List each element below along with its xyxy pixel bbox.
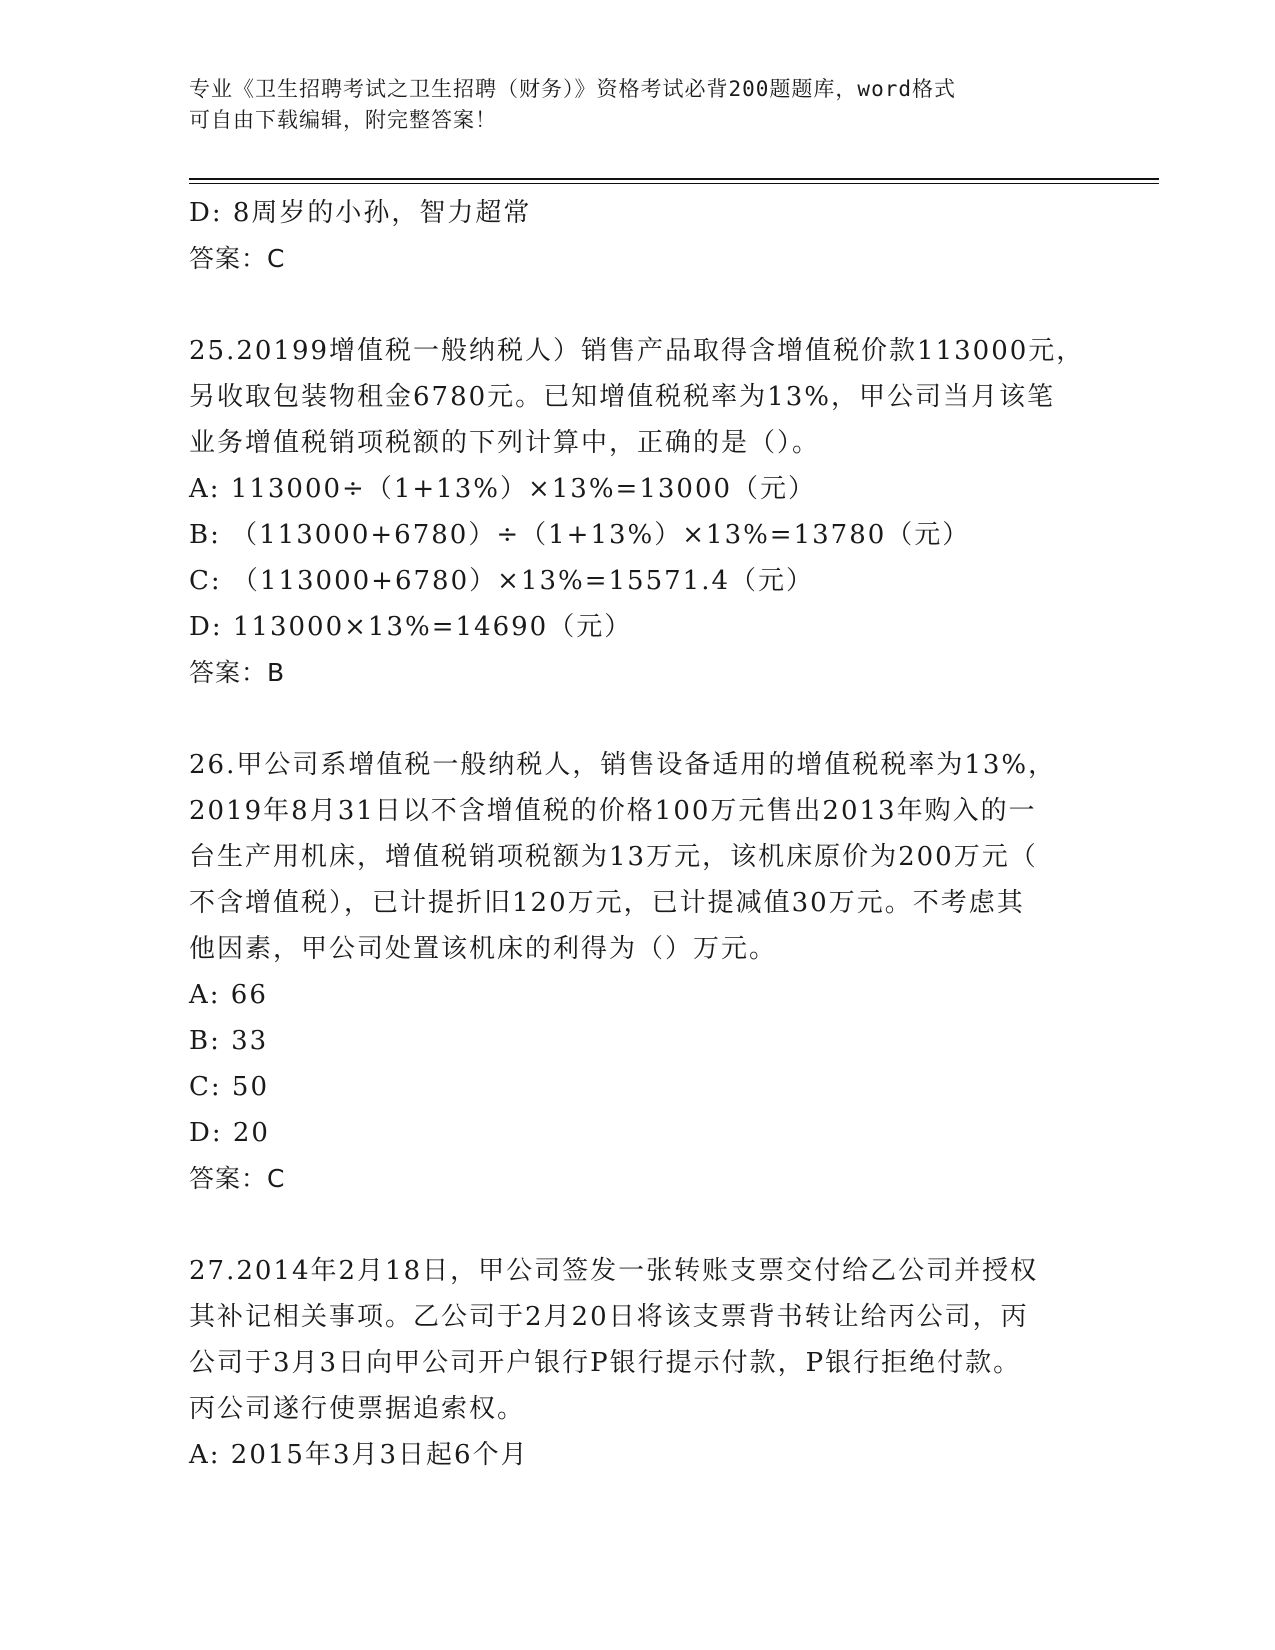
question-stem-line: 他因素，甲公司处置该机床的利得为（）万元。 [189, 934, 778, 964]
question-25 [189, 328, 1089, 696]
question-26 [189, 742, 1089, 1202]
header-title-line-2: 可自由下载编辑，附完整答案！ [189, 108, 497, 132]
header-divider-thin [189, 183, 1159, 184]
option-d: D: 8周岁的小孙，智力超常 [189, 198, 532, 228]
option-a: A: 113000÷（1+13%）×13%=13000（元） [189, 474, 817, 504]
option-c: C: 50 [189, 1072, 270, 1102]
question-stem-line: 不含增值税），已计提折旧120万元，已计提减值30万元。不考虑其 [189, 888, 1025, 918]
answer-line: 答案：C [189, 1164, 286, 1193]
question-stem-line: 25.20199增值税一般纳税人）销售产品取得含增值税价款113000元， [189, 336, 1085, 366]
question-stem-line: 其补记相关事项。乙公司于2月20日将该支票背书转让给丙公司，丙 [189, 1302, 1029, 1332]
option-a: A: 2015年3月3日起6个月 [189, 1440, 529, 1470]
option-b: B: （113000+6780）÷（1+13%）×13%=13780（元） [189, 520, 971, 550]
spacer [189, 282, 1089, 328]
option-c: C: （113000+6780）×13%=15571.4（元） [189, 566, 814, 596]
answer-line: 答案：C [189, 244, 286, 273]
question-stem-line: 26.甲公司系增值税一般纳税人，销售设备适用的增值税税率为13%， [189, 750, 1057, 780]
spacer [189, 1202, 1089, 1248]
question-24-tail [189, 190, 1089, 282]
question-stem-line: 27.2014年2月18日，甲公司签发一张转账支票交付给乙公司并授权 [189, 1256, 1039, 1286]
question-27 [189, 1248, 1089, 1478]
option-d: D: 20 [189, 1118, 270, 1148]
option-d: D: 113000×13%=14690（元） [189, 612, 633, 642]
header-title-line-1: 专业《卫生招聘考试之卫生招聘（财务）》资格考试必背200题题库，word格式 [189, 77, 956, 101]
question-stem-line: 另收取包装物租金6780元。已知增值税税率为13%，甲公司当月该笔 [189, 382, 1055, 412]
document-header [189, 74, 1069, 136]
header-divider-thick [189, 178, 1159, 180]
question-stem-line: 丙公司遂行使票据追索权。 [189, 1394, 526, 1424]
question-stem-line: 业务增值税销项税额的下列计算中，正确的是（）。 [189, 428, 821, 458]
question-stem-line: 台生产用机床，增值税销项税额为13万元，该机床原价为200万元（ [189, 842, 1038, 872]
question-stem-line: 2019年8月31日以不含增值税的价格100万元售出2013年购入的一 [189, 796, 1037, 826]
question-stem-line: 公司于3月3日向甲公司开户银行P银行提示付款，P银行拒绝付款。 [189, 1348, 1022, 1378]
option-b: B: 33 [189, 1026, 269, 1056]
answer-line: 答案：B [189, 658, 286, 687]
document-body [189, 190, 1089, 1478]
spacer [189, 696, 1089, 742]
option-a: A: 66 [189, 980, 268, 1010]
